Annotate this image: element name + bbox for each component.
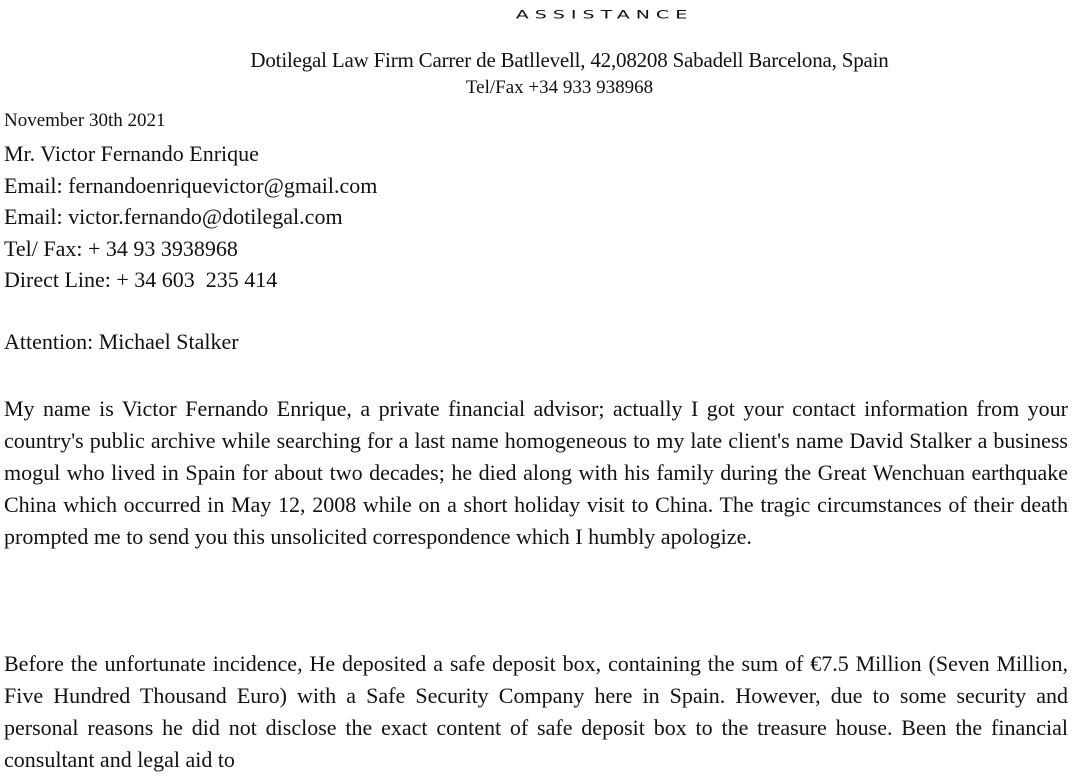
attention-line: Attention: Michael Stalker [4, 329, 239, 354]
letter-date: November 30th 2021 [4, 110, 166, 131]
sender-direct-line: Direct Line: + 34 603 235 414 [4, 267, 278, 292]
sender-name: Mr. Victor Fernando Enrique [4, 141, 259, 166]
sender-block [4, 138, 377, 296]
sender-tel-fax: Tel/ Fax: + 34 93 3938968 [4, 235, 238, 261]
sender-email-secondary: Email: victor.fernando@dotilegal.com [4, 204, 343, 229]
body-paragraph-1: My name is Victor Fernando Enrique, a private financial advisor; actually I got your contact information from your country's public archive while searching for a last name homogeneous to my late client's name David Stalker a business mogul who lived in Spain for about two decades; he died along with his family during the Great Wenchuan earthquake China which occurred in May 12, 2008 while on a short holiday visit to China. The tragic circumstances of their death prompted me to send you this unsolicited correspondence which I humbly apologize. [4, 396, 1068, 549]
body-paragraph-2: Before the unfortunate incidence, He deposited a safe deposit box, containing the sum of €7.5 Million (Seven Million, Five Hundred Thousand Euro) with a Safe Security Company here in Spain. However, due to some security and personal reasons he did not disclose the exact content of safe deposit box to the treasure house. Been the financial consultant and legal aid to [4, 651, 1068, 772]
letterhead-banner: ASSISTANCE [515, 8, 694, 22]
firm-address: Dotilegal Law Firm Carrer de Batllevell, 42,08208 Sabadell Barcelona, Spain [250, 48, 889, 72]
sender-email-primary: Email: fernandoenriquevictor@gmail.com [4, 172, 378, 198]
firm-telephone: Tel/Fax +34 933 938968 [465, 77, 654, 98]
